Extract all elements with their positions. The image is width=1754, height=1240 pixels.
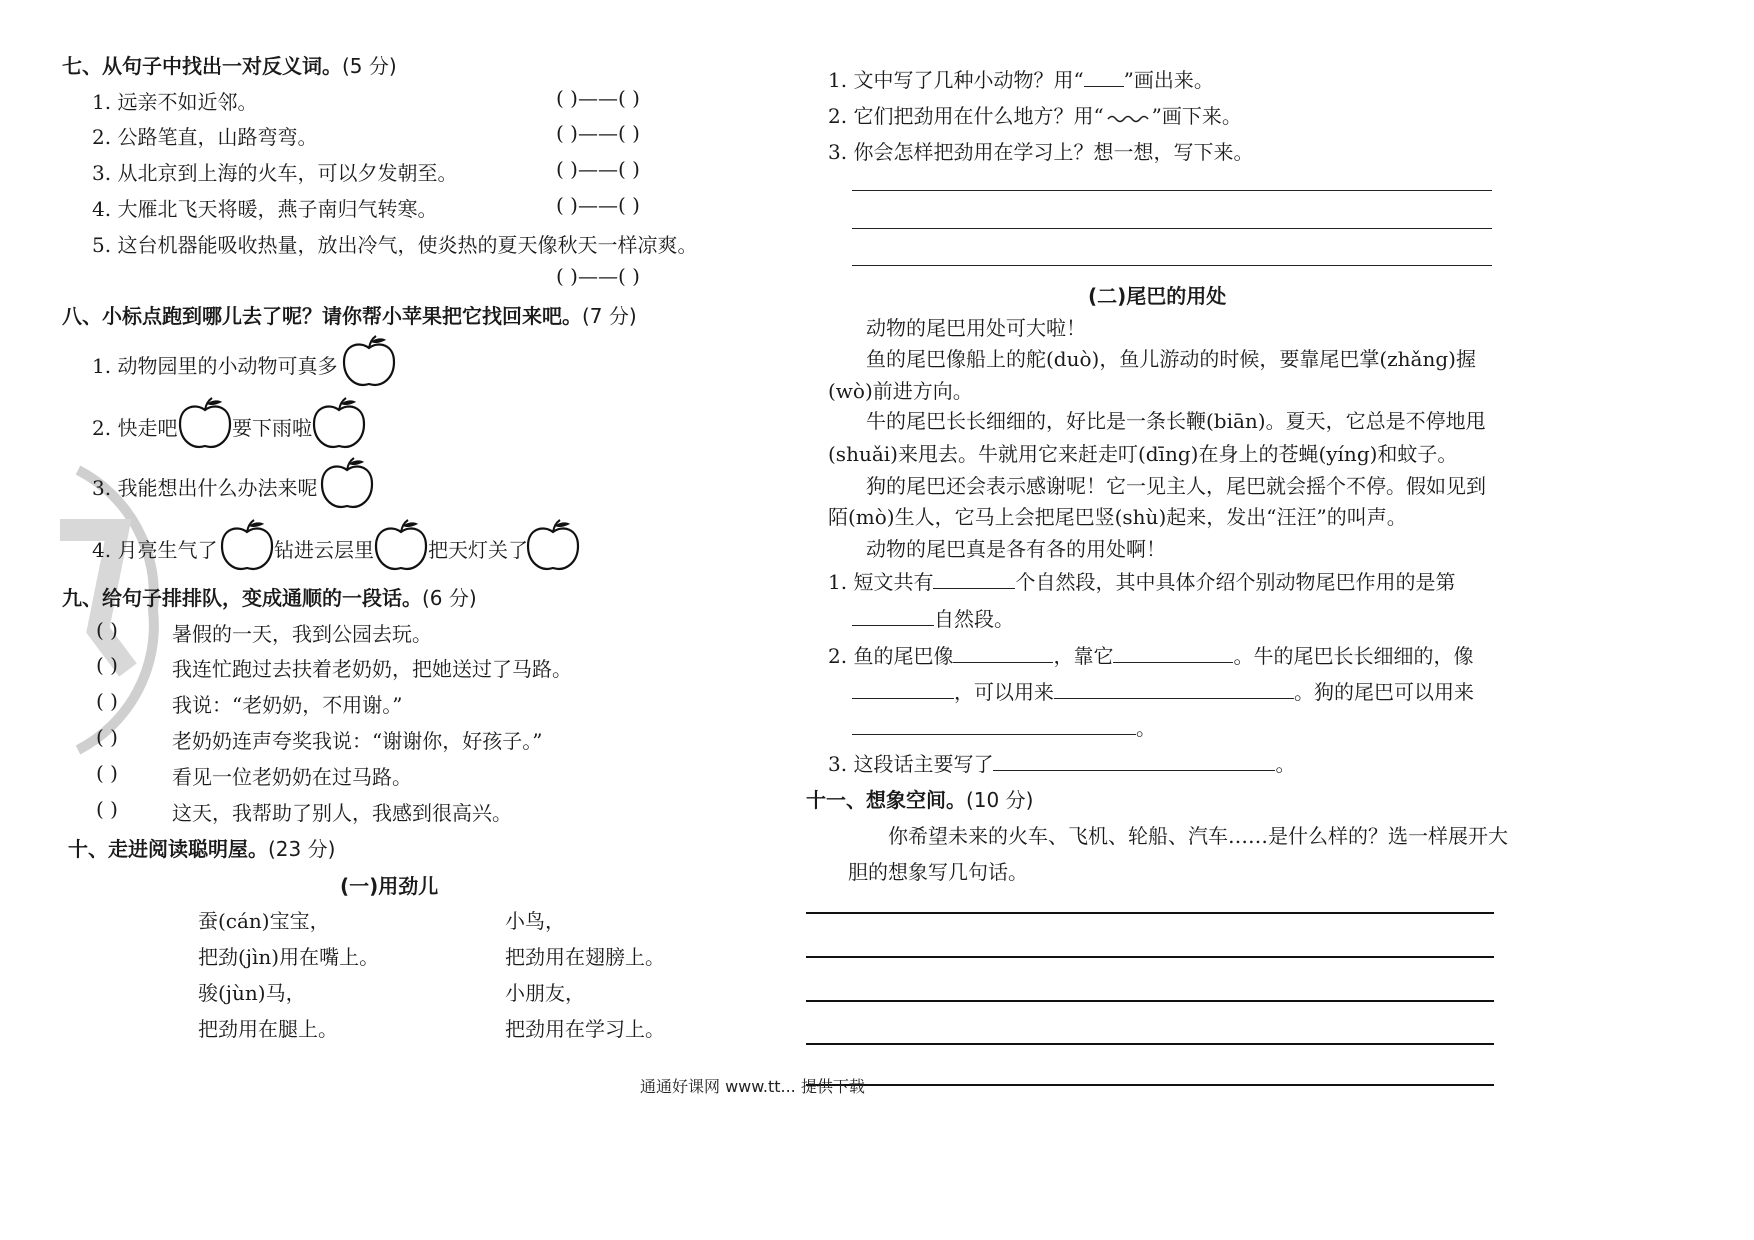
p2-question-1 bbox=[828, 566, 1455, 595]
passage-2-line-2: 鱼的尾巴像船上的舵(duò)，鱼儿游动的时候，要靠尾巴掌(zhǎng)握 bbox=[866, 347, 1476, 371]
p2-question-2 bbox=[828, 640, 1473, 669]
p1-q2-text-b: ”画下来。 bbox=[1151, 104, 1242, 128]
q7-answer-blank-2[interactable]: ( )——( ) bbox=[556, 121, 640, 145]
p1-q1-text-b: ”画出来。 bbox=[1123, 68, 1214, 92]
q7-answer-blank-4[interactable]: ( )——( ) bbox=[556, 193, 640, 217]
q9-order-paren-2[interactable]: ( ) bbox=[96, 653, 118, 677]
fill-blank[interactable] bbox=[993, 750, 1275, 771]
q8-line-2-text-a: 2. 快走吧 bbox=[92, 416, 178, 440]
q7-item-4: 4. 大雁北飞天将暖，燕子南归气转寒。 bbox=[92, 197, 438, 221]
p2-question-3 bbox=[828, 748, 1295, 777]
poem-right-line-3: 小朋友， bbox=[505, 981, 585, 1005]
q9-order-paren-4[interactable]: ( ) bbox=[96, 725, 118, 749]
q9-item-1: 暑假的一天，我到公园去玩。 bbox=[172, 622, 432, 646]
q10-heading bbox=[68, 833, 335, 862]
poem-left-line-4: 把劲用在腿上。 bbox=[198, 1017, 338, 1041]
q9-title: 九、给句子排排队，变成通顺的一段话。 bbox=[62, 586, 422, 610]
q9-heading bbox=[62, 582, 477, 611]
p2-q1-text-b: 个自然段，其中具体介绍个别动物尾巴作用的是第 bbox=[1015, 570, 1456, 594]
p2-question-2-cont-2 bbox=[852, 712, 1156, 741]
p2-q2-text-f: 。 bbox=[1136, 716, 1156, 740]
q8-line-4-text-b: 钻进云层里 bbox=[274, 538, 374, 562]
p2-question-2-cont bbox=[852, 676, 1474, 705]
fill-blank[interactable] bbox=[852, 678, 954, 699]
q7-answer-blank-1[interactable]: ( )——( ) bbox=[556, 86, 640, 110]
q7-item-5: 5. 这台机器能吸收热量，放出冷气，使炎热的夏天像秋天一样凉爽。 bbox=[92, 233, 698, 257]
q10-points: (23 分) bbox=[268, 837, 336, 861]
q9-order-paren-6[interactable]: ( ) bbox=[96, 797, 118, 821]
p2-question-1-cont bbox=[852, 603, 1014, 632]
apple-blank-icon[interactable] bbox=[176, 396, 234, 452]
q9-points: (6 分) bbox=[422, 586, 477, 610]
q9-order-paren-1[interactable]: ( ) bbox=[96, 618, 118, 642]
fill-blank[interactable] bbox=[852, 605, 934, 626]
p1-q1-text-a: 1. 文中写了几种小动物？用“ bbox=[828, 68, 1084, 92]
apple-blank-icon[interactable] bbox=[340, 334, 398, 390]
writing-line[interactable] bbox=[806, 1084, 1494, 1086]
writing-line[interactable] bbox=[806, 1000, 1494, 1002]
q9-item-5: 看见一位老奶奶在过马路。 bbox=[172, 765, 412, 789]
p2-q2-text-b: ，靠它 bbox=[1053, 644, 1114, 668]
answer-line[interactable] bbox=[852, 190, 1492, 191]
fill-blank[interactable] bbox=[953, 642, 1053, 663]
q11-prompt-line-1: 你希望未来的火车、飞机、轮船、汽车……是什么样的？选一样展开大 bbox=[888, 824, 1508, 848]
q8-points: (7 分) bbox=[582, 304, 637, 328]
q8-line-2-text-b: 要下雨啦 bbox=[232, 416, 312, 440]
q8-line-3-text: 3. 我能想出什么办法来呢 bbox=[92, 476, 318, 500]
apple-blank-icon[interactable] bbox=[218, 518, 276, 574]
q8-line-1-text: 1. 动物园里的小动物可真多 bbox=[92, 354, 338, 378]
poem-left-line-3: 骏(jùn)马， bbox=[198, 981, 306, 1005]
q9-item-4: 老奶奶连声夸奖我说：“谢谢你，好孩子。” bbox=[172, 729, 543, 753]
p2-q1-text-a: 1. 短文共有 bbox=[828, 570, 934, 594]
p2-q3-text-a: 3. 这段话主要写了 bbox=[828, 752, 994, 776]
p1-question-2 bbox=[828, 100, 1242, 129]
q7-answer-blank-3[interactable]: ( )——( ) bbox=[556, 157, 640, 181]
q11-prompt-line-2: 胆的想象写几句话。 bbox=[848, 860, 1028, 884]
wavy-underline-mark bbox=[1104, 105, 1152, 123]
apple-blank-icon[interactable] bbox=[318, 456, 376, 512]
p2-q2-text-e: 。狗的尾巴可以用来 bbox=[1294, 680, 1474, 704]
q7-item-2: 2. 公路笔直，山路弯弯。 bbox=[92, 125, 318, 149]
passage-1-title: (一)用劲儿 bbox=[340, 874, 439, 898]
q9-item-3: 我说：“老奶奶，不用谢。” bbox=[172, 693, 403, 717]
footer-watermark-text: 通通好课网 www.tt... 提供下载 bbox=[640, 1077, 865, 1096]
q11-title: 十一、想象空间。 bbox=[806, 788, 966, 812]
writing-line[interactable] bbox=[806, 956, 1494, 958]
p2-q2-text-d: ，可以用来 bbox=[954, 680, 1054, 704]
q8-line-4-text-c: 把天灯关了 bbox=[428, 538, 528, 562]
apple-blank-icon[interactable] bbox=[372, 518, 430, 574]
writing-line[interactable] bbox=[806, 912, 1494, 914]
apple-blank-icon[interactable] bbox=[524, 518, 582, 574]
q9-item-6: 这天，我帮助了别人，我感到很高兴。 bbox=[172, 801, 512, 825]
q9-item-2: 我连忙跑过去扶着老奶奶，把她送过了马路。 bbox=[172, 657, 572, 681]
fill-blank[interactable] bbox=[933, 568, 1015, 589]
passage-2-line-5: (shuǎi)来甩去。牛就用它来赶走叮(dīng)在身上的苍蝇(yíng)和蚊子。 bbox=[828, 442, 1458, 466]
passage-2-title: (二)尾巴的用处 bbox=[1088, 284, 1227, 308]
q11-heading bbox=[806, 784, 1033, 813]
passage-2-line-4: 牛的尾巴长长细细的，好比是一条长鞭(biān)。夏天，它总是不停地甩 bbox=[866, 409, 1486, 433]
straight-underline-mark bbox=[1084, 66, 1124, 87]
fill-blank[interactable] bbox=[1113, 642, 1233, 663]
answer-line[interactable] bbox=[852, 265, 1492, 266]
q10-title: 十、走进阅读聪明屋。 bbox=[68, 837, 268, 861]
p1-question-1 bbox=[828, 64, 1214, 93]
passage-2-line-7: 陌(mò)生人，它马上会把尾巴竖(shù)起来，发出“汪汪”的叫声。 bbox=[828, 505, 1407, 529]
p2-q2-text-c: 。牛的尾巴长长细细的，像 bbox=[1233, 644, 1474, 668]
q8-title: 八、小标点跑到哪儿去了呢？请你帮小苹果把它找回来吧。 bbox=[62, 304, 582, 328]
q7-points: (5 分) bbox=[342, 54, 397, 78]
passage-2-line-6: 狗的尾巴还会表示感谢呢！它一见主人，尾巴就会摇个不停。假如见到 bbox=[866, 474, 1486, 498]
p2-q1-text-c: 自然段。 bbox=[934, 607, 1014, 631]
p2-q2-text-a: 2. 鱼的尾巴像 bbox=[828, 644, 954, 668]
q7-item-3: 3. 从北京到上海的火车，可以夕发朝至。 bbox=[92, 161, 458, 185]
q9-order-paren-5[interactable]: ( ) bbox=[96, 761, 118, 785]
writing-line[interactable] bbox=[806, 1043, 1494, 1045]
apple-blank-icon[interactable] bbox=[310, 396, 368, 452]
passage-2-line-3: (wò)前进方向。 bbox=[828, 379, 973, 403]
q7-heading bbox=[62, 50, 397, 79]
poem-right-line-2: 把劲用在翅膀上。 bbox=[505, 945, 665, 969]
passage-2-line-8: 动物的尾巴真是各有各的用处啊！ bbox=[866, 537, 1166, 561]
q8-line-4-text-a: 4. 月亮生气了 bbox=[92, 538, 218, 562]
p1-q2-text-a: 2. 它们把劲用在什么地方？用“ bbox=[828, 104, 1104, 128]
q9-order-paren-3[interactable]: ( ) bbox=[96, 689, 118, 713]
poem-left-line-1: 蚕(cán)宝宝， bbox=[198, 909, 330, 933]
p1-question-3: 3. 你会怎样把劲用在学习上？想一想，写下来。 bbox=[828, 140, 1254, 164]
q7-item-1: 1. 远亲不如近邻。 bbox=[92, 90, 258, 114]
poem-left-line-2: 把劲(jìn)用在嘴上。 bbox=[198, 945, 380, 969]
q7-answer-blank-5[interactable]: ( )——( ) bbox=[556, 264, 640, 288]
fill-blank[interactable] bbox=[852, 714, 1136, 735]
q8-heading bbox=[62, 300, 637, 329]
fill-blank[interactable] bbox=[1054, 678, 1294, 699]
poem-right-line-1: 小鸟， bbox=[505, 909, 565, 933]
q7-title: 七、从句子中找出一对反义词。 bbox=[62, 54, 342, 78]
poem-right-line-4: 把劲用在学习上。 bbox=[505, 1017, 665, 1041]
p2-q3-text-b: 。 bbox=[1275, 752, 1296, 776]
q11-points: (10 分) bbox=[966, 788, 1034, 812]
answer-line[interactable] bbox=[852, 228, 1492, 229]
passage-2-line-1: 动物的尾巴用处可大啦！ bbox=[866, 316, 1086, 340]
